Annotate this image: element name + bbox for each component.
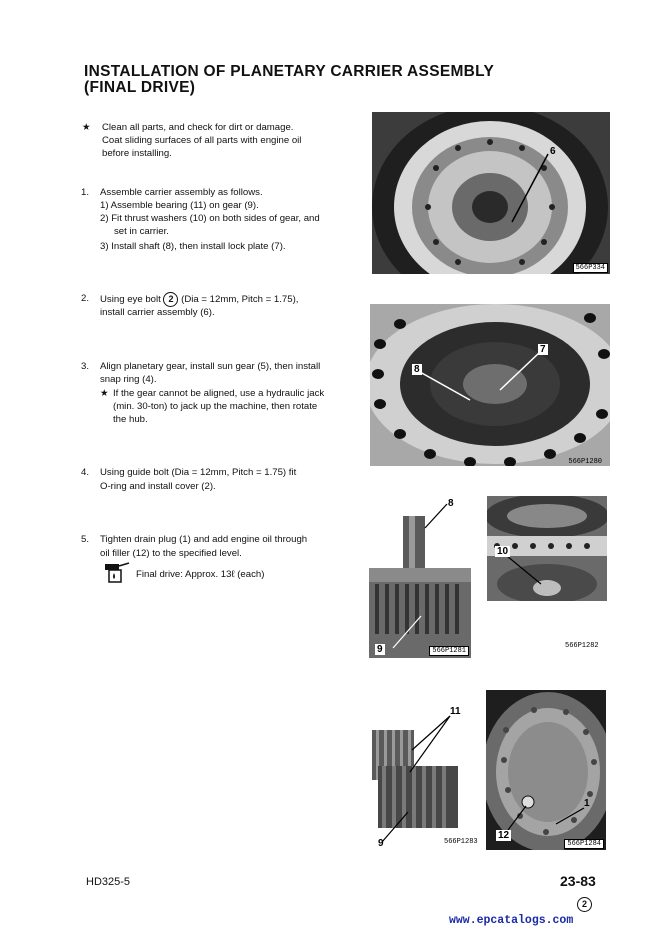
callout-10: 10 <box>497 546 509 557</box>
photo-caption: 566P334 <box>573 263 608 273</box>
step-1-sub-1: 1) Assemble bearing (11) on gear (9). <box>100 200 259 211</box>
step-3-number: 3. <box>81 361 90 372</box>
photo-shaft-gear <box>369 498 471 658</box>
step-2-text-b: (Dia = 12mm, Pitch = 1.75), <box>181 294 299 305</box>
step-1-number: 1. <box>81 187 90 198</box>
oil-can-icon <box>103 561 133 588</box>
step-1-sub-2b: set in carrier. <box>114 226 169 237</box>
callout-9: 9 <box>378 838 384 849</box>
step-3-note-mark: ★ <box>100 388 109 399</box>
callout-9: 9 <box>377 644 383 655</box>
star-mark: ★ <box>82 122 91 133</box>
revision-icon: 2 <box>577 897 592 912</box>
intro-line-2: Coat sliding surfaces of all parts with engine oil <box>102 135 302 146</box>
photo-caption: 566P1282 <box>565 642 599 650</box>
step-1-sub-3: 3) Install shaft (8), then install lock plate (7). <box>100 241 286 252</box>
model-number: HD325-5 <box>86 876 131 888</box>
page-title <box>84 64 494 96</box>
step-3-line-2: snap ring (4). <box>100 374 157 385</box>
callout-11: 11 <box>450 706 461 717</box>
step-1-sub-2a: 2) Fit thrust washers (10) on both sides of gear, and <box>100 213 320 224</box>
photo-cover-plug <box>486 690 606 850</box>
callout-6: 6 <box>550 146 556 157</box>
photo-wheel-hub <box>372 112 610 274</box>
callout-8: 8 <box>414 364 420 375</box>
callout-12: 12 <box>498 830 510 841</box>
photo-thrust-washer <box>487 496 607 601</box>
step-4-line-2: O-ring and install cover (2). <box>100 481 216 492</box>
step-1-text: Assemble carrier assembly as follows. <box>100 187 263 198</box>
step-2-text-a: Using eye bolt <box>100 294 161 305</box>
step-3-note-3: the hub. <box>113 414 148 425</box>
intro-line-3: before installing. <box>102 148 172 159</box>
step-2-number: 2. <box>81 293 90 304</box>
intro-line-1: Clean all parts, and check for dirt or damage. <box>102 122 294 133</box>
photo-caption: 566P1283 <box>444 838 478 846</box>
step-3-note-1: If the gear cannot be aligned, use a hydraulic jack <box>113 388 325 399</box>
page-number: 23-83 <box>560 873 596 889</box>
photo-caption: 566P1284 <box>564 839 604 849</box>
title-line-1: INSTALLATION OF PLANETARY CARRIER ASSEMBLY <box>84 63 495 80</box>
callout-1: 1 <box>584 798 590 809</box>
step-3-line-1: Align planetary gear, install sun gear (5), then install <box>100 361 321 372</box>
oil-capacity-text: Final drive: Approx. 13ℓ (each) <box>136 569 265 580</box>
step-4-number: 4. <box>81 467 90 478</box>
photo-gear-bearing <box>368 700 483 850</box>
step-2-line-1 <box>100 292 298 307</box>
circled-number-icon: 2 <box>163 292 178 307</box>
step-2-line-2: install carrier assembly (6). <box>100 307 215 318</box>
callout-8: 8 <box>448 498 454 509</box>
step-3-note-2: (min. 30-ton) to jack up the machine, then rotate <box>113 401 318 412</box>
step-5-line-1: Tighten drain plug (1) and add engine oil through <box>100 534 308 545</box>
photo-caption: 566P1281 <box>429 646 469 656</box>
watermark-url[interactable]: www.epcatalogs.com <box>449 914 574 927</box>
step-5-line-2: oil filler (12) to the specified level. <box>100 548 242 559</box>
photo-planetary-carrier <box>370 304 610 466</box>
callout-7: 7 <box>540 344 546 355</box>
title-line-2: (FINAL DRIVE) <box>84 79 196 96</box>
step-4-line-1: Using guide bolt (Dia = 12mm, Pitch = 1.75) fit <box>100 467 297 478</box>
step-5-number: 5. <box>81 534 90 545</box>
photo-caption: 566P1280 <box>568 458 602 466</box>
